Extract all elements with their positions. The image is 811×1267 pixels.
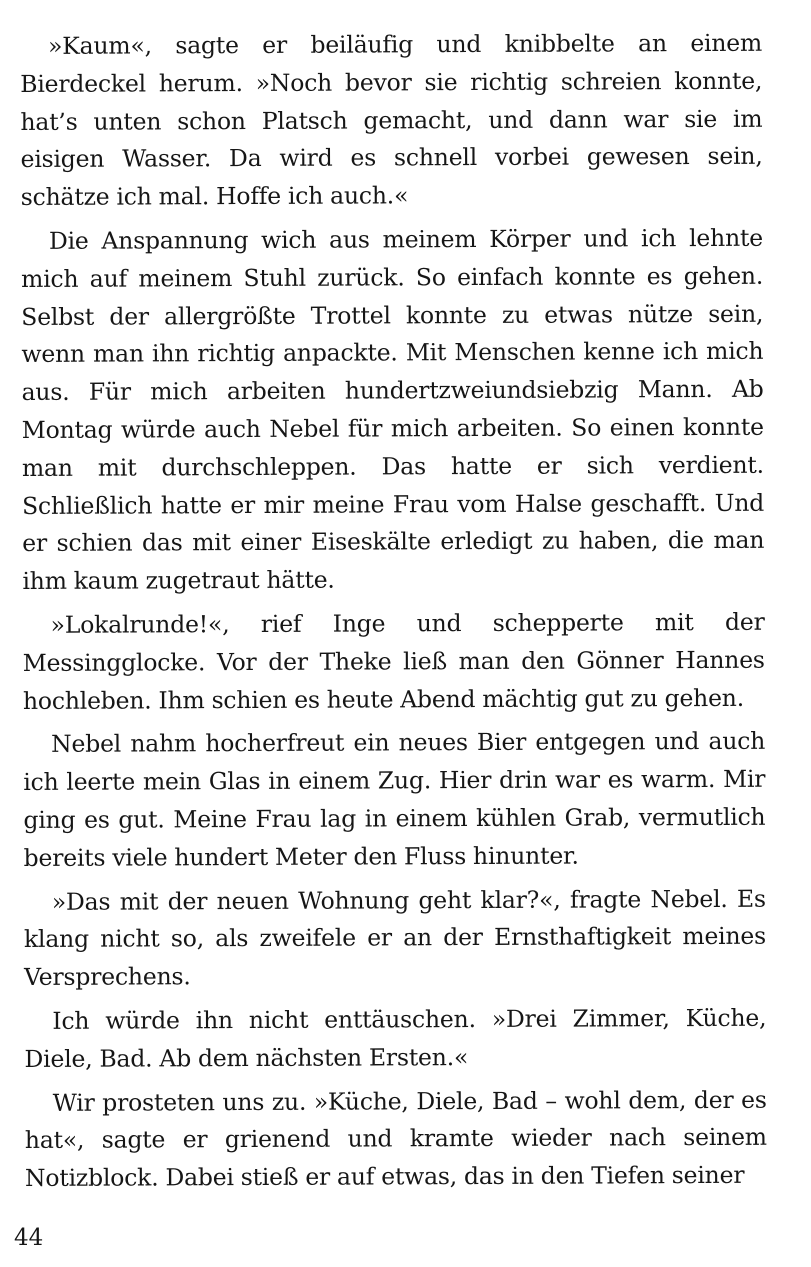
paragraph-2: Die Anspannung wich aus meinem Körper und ich lehnte mich auf meinem Stuhl zurück. So einfach konnte es gehen. Selbst der allergrößte Trottel konnte zu etwas nütze sein, wenn man ihn richtig anpackte. Mit Menschen kenne ich mich aus. Für mich arbeiten hundertzweiundsiebzig Mann. Ab Montag würde auch Nebel für mich arbeiten. So einen konnte man mit durchschleppen. Das hatte er sich verdient. Schließlich hatte er mir meine Frau vom Halse geschafft. Und er schien das mit einer Eiseskälte erledigt zu haben, die man ihm kaum zugetraut hätte. <box>21 223 765 596</box>
book-page <box>20 25 767 1218</box>
page-number: 44 <box>14 1225 44 1251</box>
paragraph-7: Wir prosteten uns zu. »Küche, Diele, Bad – wohl dem, der es hat«, sagte er grienend und kramte wieder nach seinem Notizblock. Dabei stieß er auf etwas, das in den Tiefen seiner <box>24 1085 767 1193</box>
paragraph-5: »Das mit der neuen Wohnung geht klar?«, fragte Nebel. Es klang nicht so, als zweifele er an der Ernsthaftigkeit meines Versprechens. <box>23 884 767 992</box>
paragraph-4: Nebel nahm hocherfreut ein neues Bier entgegen und auch ich leerte mein Glas in einem Zug. Hier drin war es warm. Mir ging es gut. Meine Frau lag in einem kühlen Grab, vermutlich bereits viele hundert Meter den Fluss hinunter. <box>23 727 766 872</box>
paragraph-3: »Lokalrunde!«, rief Inge und schepperte mit der Messingglocke. Vor der Theke ließ man den Gönner Hannes hochleben. Ihm schien es heute Abend mächtig gut zu gehen. <box>22 607 765 715</box>
paragraph-1: »Kaum«, sagte er beiläufig und knibbelte an einem Bierdeckel herum. »Noch bevor sie richtig schreien konnte, hat’s unten schon Platsch gemacht, und dann war sie im eisigen Wasser. Da wird es schnell vorbei gewesen sein, schätze ich mal. Hoffe ich auch.« <box>20 28 763 212</box>
paragraph-6: Ich würde ihn nicht enttäuschen. »Drei Zimmer, Küche, Diele, Bad. Ab dem nächsten Ersten.« <box>24 1003 767 1073</box>
